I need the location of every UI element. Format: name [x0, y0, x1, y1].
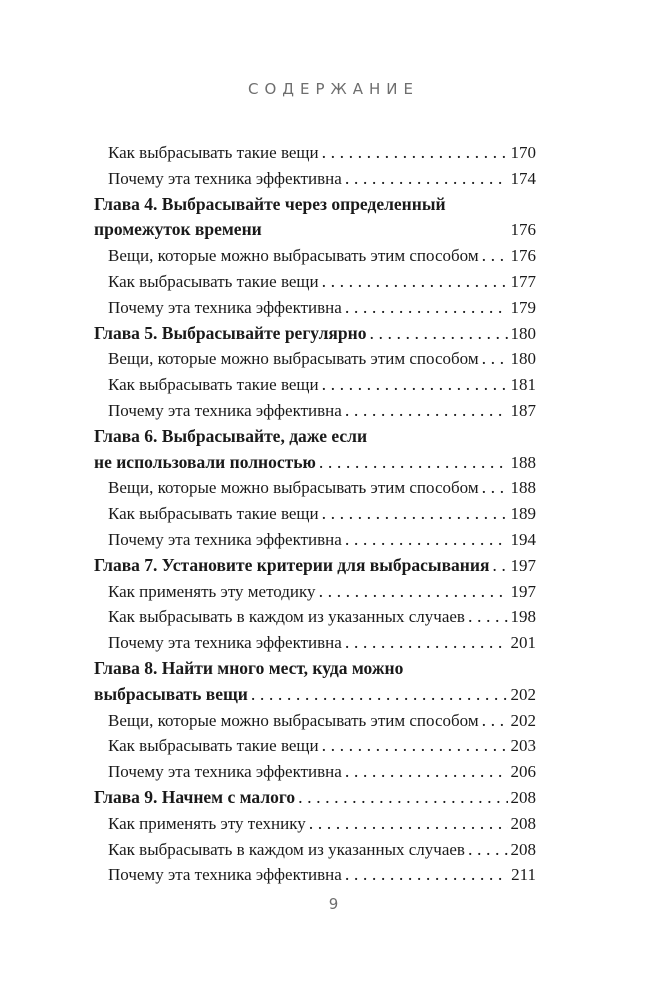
toc-entry	[94, 243, 536, 269]
toc-entry-title: Как выбрасывать такие вещи	[108, 375, 319, 395]
toc-entry-page: 208	[510, 787, 536, 807]
toc-entry-page: 208	[510, 839, 536, 859]
page-header: СОДЕРЖАНИЕ	[248, 80, 419, 98]
dot-leader	[482, 708, 508, 734]
toc-chapter-entry	[94, 785, 536, 811]
toc-chapter-title: Глава 9. Начнем с малого	[94, 786, 296, 807]
dot-leader	[345, 295, 508, 321]
toc-entry	[94, 398, 536, 424]
dot-leader	[322, 501, 508, 527]
toc-entry-title: Как выбрасывать такие вещи	[108, 736, 319, 756]
dot-leader	[345, 630, 508, 656]
dot-leader	[322, 733, 508, 759]
dot-leader	[345, 759, 508, 785]
toc-chapter-entry	[94, 450, 536, 476]
toc-entry-title: Почему эта техника эффективна	[108, 297, 342, 317]
toc-entry-title: Почему эта техника эффективна	[108, 529, 342, 549]
dot-leader	[322, 269, 508, 295]
toc-entry-page: 211	[511, 865, 536, 885]
table-of-contents	[94, 140, 536, 888]
dot-leader	[345, 862, 508, 888]
toc-chapter-title: не использовали полностью	[94, 451, 316, 472]
toc-entry-page: 170	[510, 143, 536, 162]
dot-leader	[468, 837, 508, 863]
toc-entry	[94, 501, 536, 527]
toc-entry-page: 176	[510, 246, 536, 266]
dot-leader	[468, 604, 508, 630]
toc-entry-title: Почему эта техника эффективна	[108, 865, 342, 885]
chapter-title-line: Глава 4. Выбрасывайте через определенный	[94, 193, 446, 214]
toc-entry-title: Как выбрасывать такие вещи	[108, 271, 319, 291]
toc-entry-title: Как применять эту методику	[108, 581, 316, 601]
dot-leader	[482, 346, 508, 372]
toc-entry	[94, 372, 536, 398]
dot-leader	[298, 785, 507, 811]
chapter-title-line: Глава 6. Выбрасывайте, даже если	[94, 425, 368, 446]
toc-entry	[94, 604, 536, 630]
toc-entry-title: Почему эта техника эффективна	[108, 762, 342, 782]
toc-entry-page: 202	[510, 684, 536, 704]
toc-entry-page: 197	[510, 555, 536, 575]
toc-entry-title: Почему эта техника эффективна	[108, 633, 342, 653]
toc-entry	[94, 733, 536, 759]
toc-entry	[94, 527, 536, 553]
toc-entry-page: 177	[510, 271, 536, 291]
toc-entry-title: Вещи, которые можно выбрасывать этим способом	[108, 349, 479, 369]
toc-entry	[94, 346, 536, 372]
toc-entry-page: 206	[510, 762, 536, 782]
toc-entry-title: Как выбрасывать в каждом из указанных случаев	[108, 607, 465, 627]
toc-entry-page: 189	[510, 504, 536, 524]
toc-entry-page: 187	[510, 400, 536, 420]
dot-leader	[322, 140, 508, 166]
toc-entry	[94, 166, 536, 192]
toc-entry-title: Вещи, которые можно выбрасывать этим способом	[108, 710, 479, 730]
toc-entry-page: 174	[510, 168, 536, 188]
page-number: 9	[328, 895, 339, 913]
dot-leader	[369, 321, 507, 347]
toc-entry-page: 201	[510, 633, 536, 653]
toc-entry-page: 197	[510, 581, 536, 601]
toc-entry-title: Почему эта техника эффективна	[108, 168, 342, 188]
dot-leader	[319, 450, 508, 476]
toc-entry-page: 202	[510, 710, 536, 730]
toc-entry	[94, 811, 536, 837]
toc-entry	[94, 579, 536, 605]
toc-chapter-entry	[94, 553, 536, 579]
toc-entry	[94, 295, 536, 321]
toc-chapter-title: выбрасывать вещи	[94, 683, 248, 704]
dot-leader	[251, 682, 508, 708]
toc-chapter-title: промежуток времени	[94, 219, 262, 240]
toc-entry-page: 176	[510, 220, 536, 240]
toc-entry-page: 188	[510, 478, 536, 498]
toc-entry	[94, 708, 536, 734]
toc-entry	[94, 269, 536, 295]
toc-entry	[94, 140, 536, 166]
toc-entry-title: Вещи, которые можно выбрасывать этим способом	[108, 478, 479, 498]
toc-entry-page: 188	[510, 452, 536, 472]
toc-chapter-entry	[94, 321, 536, 347]
toc-chapter-entry	[94, 682, 536, 708]
toc-entry-page: 203	[510, 736, 536, 756]
toc-entry-title: Как выбрасывать такие вещи	[108, 504, 319, 524]
dot-leader	[345, 166, 508, 192]
dot-leader	[345, 527, 508, 553]
toc-entry-page: 208	[510, 813, 536, 833]
toc-entry-page: 198	[510, 607, 536, 627]
toc-chapter-title: Глава 5. Выбрасывайте регулярно	[94, 322, 367, 343]
toc-entry-page: 180	[510, 349, 536, 369]
toc-entry-title: Как выбрасывать такие вещи	[108, 143, 319, 162]
toc-entry-page: 181	[510, 375, 536, 395]
toc-entry-page: 194	[510, 529, 536, 549]
toc-entry	[94, 630, 536, 656]
toc-entry	[94, 837, 536, 863]
toc-chapter-entry	[94, 217, 536, 243]
toc-entry-title: Вещи, которые можно выбрасывать этим способом	[108, 246, 479, 266]
toc-chapter-title: Глава 7. Установите критерии для выбрасывания	[94, 554, 490, 575]
toc-entry-title: Как применять эту технику	[108, 813, 306, 833]
dot-leader	[322, 372, 508, 398]
toc-entry	[94, 862, 536, 888]
dot-leader	[345, 398, 508, 424]
dot-leader	[482, 243, 508, 269]
toc-entry-title: Как выбрасывать в каждом из указанных случаев	[108, 839, 465, 859]
dot-leader	[319, 579, 508, 605]
toc-entry-page: 180	[510, 323, 536, 343]
dot-leader	[492, 553, 507, 579]
chapter-title-line: Глава 8. Найти много мест, куда можно	[94, 657, 404, 678]
dot-leader	[482, 475, 508, 501]
toc-entry	[94, 475, 536, 501]
dot-leader	[309, 811, 508, 837]
toc-entry-title: Почему эта техника эффективна	[108, 400, 342, 420]
toc-entry	[94, 759, 536, 785]
toc-entry-page: 179	[510, 297, 536, 317]
